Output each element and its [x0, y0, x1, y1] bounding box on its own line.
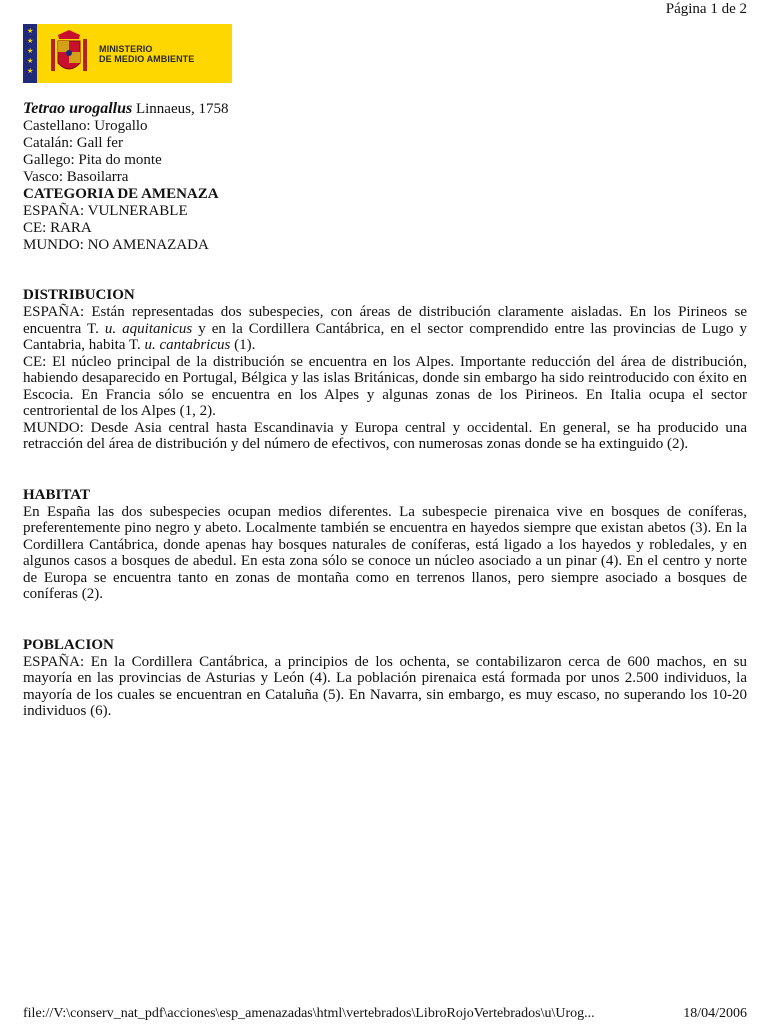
file-path: file://V:\conserv_nat_pdf\acciones\esp_amenazadas\html\vertebrados\LibroRojoVertebrados\u\Urog... [23, 1006, 595, 1021]
subspecies-cantabricus: u. cantabricus [144, 337, 231, 353]
common-name-gallego: Gallego: Pita do monte [23, 152, 162, 168]
common-name-catalan: Catalán: Gall fer [23, 135, 123, 151]
distribucion-espana-text-2: y en la Cordillera Cantábrica, en el sector comprendido entre las provincias de Lugo y Cantabria, habita T. [23, 320, 748, 353]
ministry-line-1: MINISTERIO [99, 43, 153, 54]
ministry-logo [23, 24, 232, 83]
poblacion-text: ESPAÑA: En la Cordillera Cantábrica, a principios de los ochenta, se contabilizaron cerca de 600 machos, en su mayoría en las provincias de Asturias y León (4). La población pirenaica está formada por unos 2.500 individuos, la mayoría de los cuales se encuentran en Cataluña (5). En Navarra, sin embargo, es muy escaso, no superando los 10-20 individuos (6). [23, 653, 747, 719]
species-name: Tetrao urogallus [23, 100, 133, 117]
subspecies-aquitanicus: u. aquitanicus [104, 320, 193, 337]
distribucion-ce: CE: El núcleo principal de la distribución se encuentra en los Alpes. Importante reducción del área de distribución, habiendo desaparecido en Portugal, Bélgica y las islas Británicas, donde sin embargo ha sido reintroducido con éxito en Escocia. En Francia sólo se encuentra en los Alpes y algunas zonas de los Pirineos. En Italia ocupa el sector centroriental de los Alpes (1, 2). [23, 353, 747, 419]
species-title [23, 100, 747, 118]
distribucion-mundo: MUNDO: Desde Asia central hasta Escandinavia y Europa central y occidental. En general, se ha producido una retracción del área de distribución y del número de efectivos, con numerosas zonas donde se ha extinguido (2). [23, 419, 747, 452]
ministry-name [99, 44, 194, 64]
habitat-heading: HABITAT [23, 486, 90, 503]
distribucion-espana [23, 304, 747, 354]
page-number: Página 1 de 2 [665, 1, 747, 17]
distribucion-heading: DISTRIBUCION [23, 287, 135, 303]
poblacion-heading: POBLACION [23, 636, 114, 653]
threat-espana: ESPAÑA: VULNERABLE [23, 203, 188, 219]
ministry-line-2: DE MEDIO AMBIENTE [99, 53, 195, 64]
habitat-text: En España las dos subespecies ocupan medios diferentes. La subespecie pirenaica vive en bosques de coníferas, preferentemente pino negro y abeto. Localmente también se encuentra en hayedos siempre que existan abetos (3). En la Cordillera Cantábrica, donde apenas hay bosques naturales de coníferas, está ligado a los hayedos y robledales, y en algunos casos a bosques de abedul. En esta zona sólo se conoce un núcleo asociado a un pinar (4). En el centro y norte de Europa se encuentra tanto en zonas de montaña como en terrenos llanos, pero siempre asociado a bosques de coníferas (2). [23, 503, 747, 602]
distribucion-espana-text-3: (1). [234, 337, 256, 353]
page-footer [23, 1006, 747, 1022]
common-name-vasco: Vasco: Basoilarra [23, 169, 129, 185]
threat-ce: CE: RARA [23, 220, 92, 236]
document-body [23, 100, 747, 720]
eu-flag-strip: ★ ★ ★ ★ ★ [23, 24, 37, 83]
species-author: Linnaeus, 1758 [135, 101, 229, 117]
coat-of-arms-icon [49, 29, 89, 79]
footer-date: 18/04/2006 [683, 1006, 747, 1021]
common-name-castellano: Castellano: Urogallo [23, 118, 148, 134]
distribucion-espana-text-1: ESPAÑA: Están representadas dos subespecies, con áreas de distribución claramente aisladas. En los Pirineos se encuentra T. [23, 304, 747, 337]
threat-heading: CATEGORIA DE AMENAZA [23, 186, 219, 202]
threat-mundo: MUNDO: NO AMENAZADA [23, 237, 209, 253]
